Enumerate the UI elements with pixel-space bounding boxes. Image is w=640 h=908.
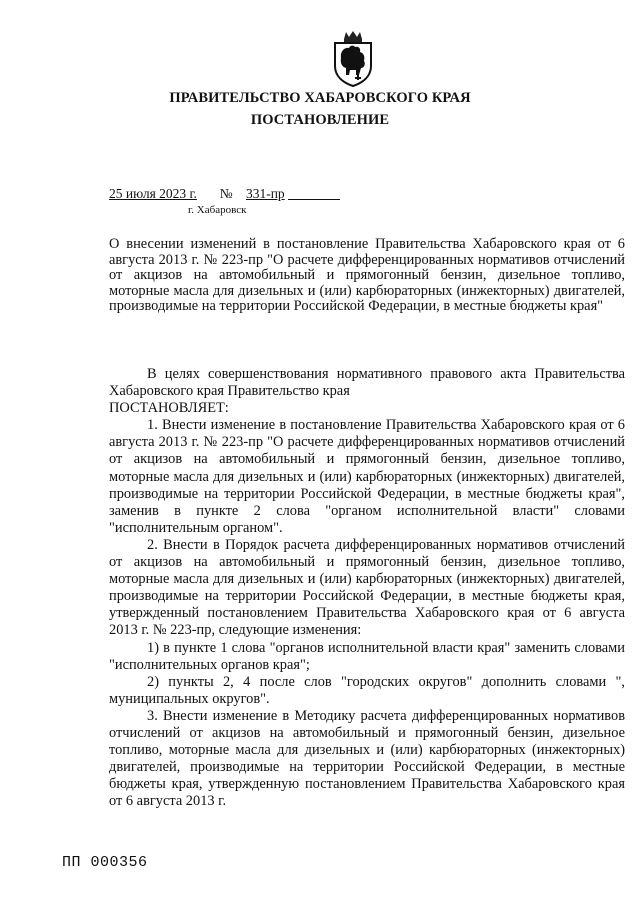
city: г. Хабаровск	[188, 204, 247, 216]
paragraph-2: 2. Внести в Порядок расчета дифференцированных нормативов отчислений от акцизов на автомобильный и прямогонный бензин, дизельное топливо, моторные масла для дизельных и (или) карбюраторных (инжекторных) двигателей, производимые на территории Российской Федерации, в местные бюджеты края, утвержденный постановлением Правительства Хабаровского края от 6 августа 2013 г. № 223-пр, следующие изменения:	[109, 536, 625, 639]
government-name: ПРАВИТЕЛЬСТВО ХАБАРОВСКОГО КРАЯ	[169, 90, 471, 106]
document-type: ПОСТАНОВЛЕНИЕ	[250, 112, 390, 128]
resolves-keyword: ПОСТАНОВЛЯЕТ:	[109, 400, 229, 417]
paragraph-2-item-1: 1) в пункте 1 слова "органов исполнительной власти края" заменить словами "исполнительных органов края";	[109, 639, 625, 673]
number-sign: №	[219, 186, 233, 201]
preamble: В целях совершенствования нормативного правового акта Правительства Хабаровского края Правительство края	[109, 366, 625, 400]
document-body	[109, 366, 625, 810]
document-title: О внесении изменений в постановление Правительства Хабаровского края от 6 августа 2013 г. № 223-пр "О расчете дифференцированных нормативов отчислений от акцизов на автомобильный и прямогонный бензин, дизельное топливо, моторные масла для дизельных и (или) карбюраторных (инжекторных) двигателей, производимые на территории Российской Федерации, в местные бюджеты края"	[109, 236, 625, 315]
paragraph-2-item-2: 2) пункты 2, 4 после слов "городских округов" дополнить словами ", муниципальных округов".	[109, 673, 625, 707]
date-number-line	[109, 186, 340, 202]
number-underline	[288, 186, 340, 200]
document-date: 25 июля 2023 г.	[109, 186, 197, 201]
serial-number: ПП 000356	[62, 854, 148, 871]
khabarovsk-krai-coat-of-arms-icon	[331, 30, 375, 88]
paragraph-3: 3. Внести изменение в Методику расчета дифференцированных нормативов отчислений от акцизов на автомобильный и прямогонный бензин, дизельное топливо, моторные масла для дизельных и (или) карбюраторных (инжекторных) двигателей, производимые на территории Российской Федерации, в местные бюджеты края, утвержденную постановлением Правительства Хабаровского края от 6 августа 2013 г.	[109, 707, 625, 810]
document-number: 331-пр	[245, 186, 285, 201]
paragraph-1: 1. Внести изменение в постановление Правительства Хабаровского края от 6 августа 2013 г. № 223-пр "О расчете дифференцированных нормативов отчислений от акцизов на автомобильный и прямогонный бензин, дизельное топливо, моторные масла для дизельных и (или) карбюраторных (инжекторных) двигателей, производимые на территории Российской Федерации, в местные бюджеты края", заменив в пункте 2 слова "органом исполнительной власти" словами "исполнительным органом".	[109, 417, 625, 536]
